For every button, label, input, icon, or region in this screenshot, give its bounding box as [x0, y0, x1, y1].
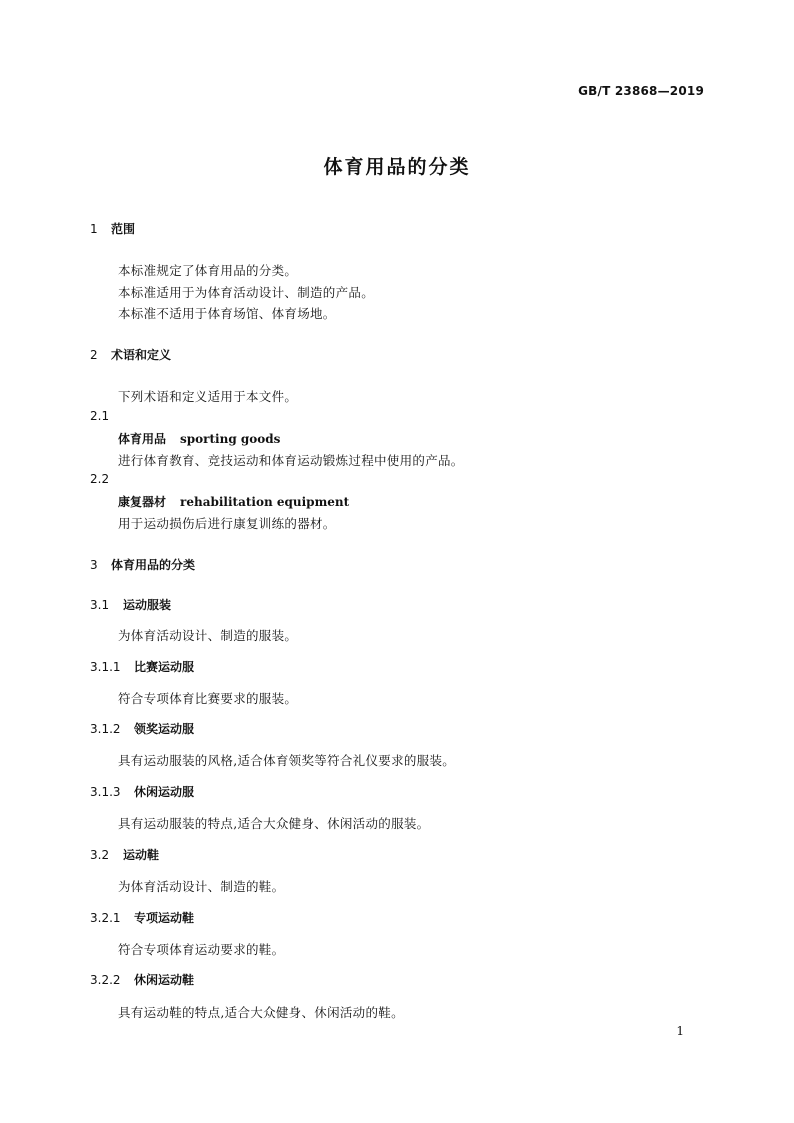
paragraph: 符合专项体育比赛要求的服装。	[118, 691, 298, 706]
paragraph: 本标准不适用于体育场馆、体育场地。	[118, 306, 336, 321]
term-definition: 用于运动损伤后进行康复训练的器材。	[118, 516, 336, 531]
subsubsection-heading	[90, 909, 194, 926]
section-3-heading	[90, 556, 195, 573]
section-1-heading	[90, 220, 135, 237]
section-title: 术语和定义	[111, 348, 172, 362]
document-title: 体育用品的分类	[323, 156, 471, 178]
subsection-number: 3.2	[90, 848, 110, 862]
paragraph: 本标准规定了体育用品的分类。	[118, 263, 298, 278]
subsubsection-title: 领奖运动服	[134, 722, 195, 736]
paragraph: 符合专项体育运动要求的鞋。	[118, 942, 285, 957]
section-number: 3	[90, 558, 98, 572]
subsubsection-heading	[90, 720, 194, 737]
subsubsection-heading	[90, 658, 194, 675]
section-2-heading	[90, 346, 171, 363]
section-title: 体育用品的分类	[111, 558, 196, 572]
subsubsection-title: 休闲运动鞋	[134, 973, 195, 987]
term-en: rehabilitation equipment	[180, 495, 350, 509]
term-en: sporting goods	[180, 432, 281, 446]
term-zh: 康复器材	[118, 495, 167, 509]
paragraph: 具有运动服装的特点,适合大众健身、休闲活动的服装。	[118, 816, 430, 831]
paragraph: 为体育活动设计、制造的服装。	[118, 628, 298, 643]
section-title: 范围	[111, 222, 136, 236]
section-number: 1	[90, 222, 98, 236]
paragraph: 下列术语和定义适用于本文件。	[118, 389, 298, 404]
term-zh: 体育用品	[118, 432, 167, 446]
subsubsection-number: 3.1.2	[90, 722, 121, 736]
page-number: 1	[676, 1024, 684, 1038]
paragraph: 本标准适用于为体育活动设计、制造的产品。	[118, 285, 375, 300]
subsection-title: 运动鞋	[123, 848, 160, 862]
subsubsection-heading	[90, 971, 194, 988]
section-number: 2	[90, 348, 98, 362]
subsubsection-number: 3.2.1	[90, 911, 121, 925]
term-number: 2.1	[90, 409, 110, 423]
subsection-number: 3.1	[90, 598, 110, 612]
subsubsection-title: 专项运动鞋	[134, 911, 195, 925]
paragraph: 具有运动服装的风格,适合体育领奖等符合礼仪要求的服装。	[118, 753, 456, 768]
subsubsection-number: 3.1.1	[90, 660, 121, 674]
term-entry	[118, 493, 349, 510]
term-definition: 进行体育教育、竞技运动和体育运动锻炼过程中使用的产品。	[118, 453, 464, 468]
subsubsection-number: 3.1.3	[90, 785, 121, 799]
subsection-heading	[90, 846, 159, 863]
standard-code: GB/T 23868—2019	[578, 84, 704, 98]
subsubsection-title: 休闲运动服	[134, 785, 195, 799]
term-number: 2.2	[90, 472, 110, 486]
paragraph: 具有运动鞋的特点,适合大众健身、休闲活动的鞋。	[118, 1005, 404, 1020]
subsection-title: 运动服装	[123, 598, 172, 612]
subsubsection-number: 3.2.2	[90, 973, 121, 987]
subsubsection-heading	[90, 783, 194, 800]
subsection-heading	[90, 596, 171, 613]
term-entry	[118, 430, 280, 447]
paragraph: 为体育活动设计、制造的鞋。	[118, 879, 285, 894]
subsubsection-title: 比赛运动服	[134, 660, 195, 674]
